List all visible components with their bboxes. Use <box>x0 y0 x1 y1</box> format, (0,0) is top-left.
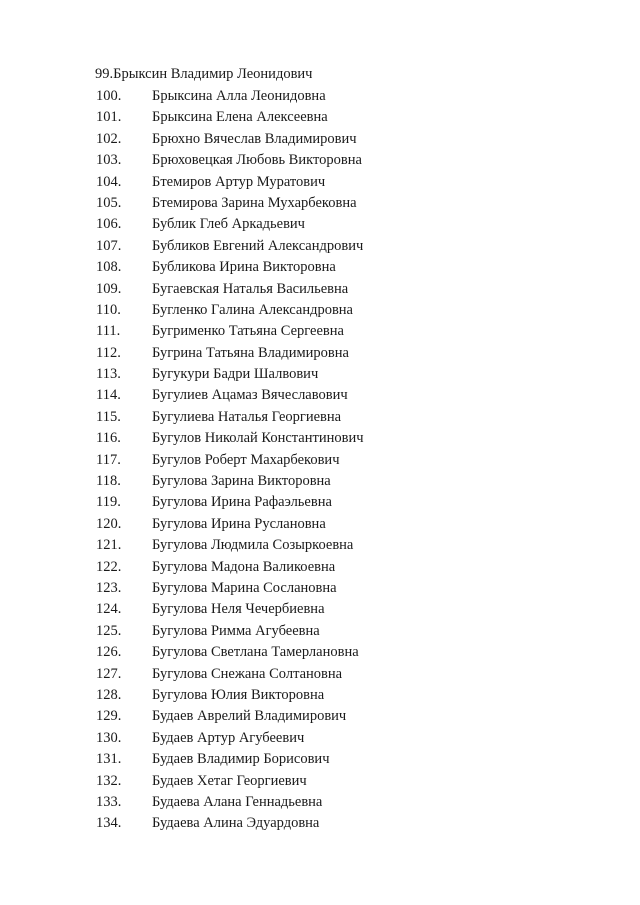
list-item <box>0 792 640 813</box>
list-item-name: Брюховецкая Любовь Викторовна <box>152 152 362 169</box>
list-item-number: 126. <box>96 644 122 661</box>
list-item-number: 117. <box>96 451 121 468</box>
list-item-number: 100. <box>96 88 122 104</box>
list-item-number: 102. <box>96 130 122 147</box>
list-item-name: Бубликова Ирина Викторовна <box>152 259 336 276</box>
list-item <box>0 107 640 128</box>
list-item-name: Бугрина Татьяна Владимировна <box>152 344 349 361</box>
list-item-number: 105. <box>96 194 122 211</box>
list-item <box>0 321 640 342</box>
list-item-number: 107. <box>96 237 122 254</box>
list-item <box>0 428 640 449</box>
list-item-number: 125. <box>96 622 122 639</box>
list-item-number: 112. <box>96 344 121 361</box>
list-item <box>0 664 640 685</box>
list-item-name: Бугулова Ирина Руслановна <box>152 515 326 532</box>
list-item <box>0 150 640 171</box>
list-item <box>0 129 640 150</box>
list-item-name: Брюхно Вячеслав Владимирович <box>152 130 357 147</box>
list-item-number: 129. <box>96 708 122 725</box>
list-item-name: Бугулова Марина Сослановна <box>152 579 337 596</box>
list-item-number: 108. <box>96 259 122 276</box>
list-item-name: Бугулова Мадона Валикоевна <box>152 558 336 575</box>
list-item-number: 123. <box>96 579 122 596</box>
list-item <box>0 214 640 235</box>
list-item <box>0 557 640 578</box>
list-item-number: 113. <box>96 366 121 383</box>
list-item <box>0 492 640 513</box>
list-item <box>0 771 640 792</box>
list-item-name: Бугулиева Наталья Георгиевна <box>152 408 342 425</box>
list-item <box>0 172 640 193</box>
list-item <box>0 471 640 492</box>
list-item-number: 115. <box>96 408 121 425</box>
list-item-name: Бугулова Снежана Солтановна <box>152 665 343 682</box>
list-item-number: 133. <box>96 793 122 810</box>
list-item-name: Бугулова Юлия Викторовна <box>152 686 325 703</box>
list-item-number: 118. <box>96 473 121 490</box>
list-item-name: Бугулова Светлана Тамерлановна <box>152 644 359 661</box>
list-item <box>0 642 640 663</box>
list-item-first: 99.Брыксин Владимир Леонидович <box>95 66 313 82</box>
list-item-name: Бтемирова Зарина Мухарбековна <box>152 194 357 211</box>
list-item-name: Бублик Глеб Аркадьевич <box>152 216 305 233</box>
list-item <box>0 749 640 770</box>
list-item <box>0 685 640 706</box>
list-item <box>0 450 640 471</box>
list-item-number: 103. <box>96 152 122 169</box>
list-item-number: 131. <box>96 751 122 768</box>
list-item-name: Бтемиров Артур Муратович <box>152 173 326 190</box>
list-item-name: Бугукури Бадри Шалвович <box>152 366 319 383</box>
list-item <box>0 257 640 278</box>
list-item-number: 110. <box>96 301 121 318</box>
list-item-number: 101. <box>96 109 122 126</box>
list-item-name: Брыксина Елена Алексеевна <box>152 109 328 126</box>
list-item-number: 114. <box>96 387 121 404</box>
list-item-number: 132. <box>96 772 122 789</box>
list-item-number: 134. <box>96 815 122 832</box>
list-item-name: Бугулова Людмила Созыркоевна <box>152 537 354 554</box>
list-item-name: Бугулова Зарина Викторовна <box>152 473 331 490</box>
list-item-number: 111. <box>96 323 121 340</box>
list-item-name: Бугулова Римма Агубеевна <box>152 622 320 639</box>
list-item-name: Будаев Аврелий Владимирович <box>152 708 347 725</box>
list-item <box>0 407 640 428</box>
list-item-number: 122. <box>96 558 122 575</box>
list-item <box>0 813 640 834</box>
list-item <box>0 514 640 535</box>
list-item-name: Будаева Алана Геннадьевна <box>152 793 323 810</box>
list-item-name: Будаева Алина Эдуардовна <box>152 815 320 832</box>
list-item <box>0 706 640 727</box>
list-item-number: 109. <box>96 280 122 297</box>
list-item-number: 130. <box>96 729 122 746</box>
list-item-name: Бугулов Роберт Махарбекович <box>152 451 340 468</box>
list-item-number: 116. <box>96 430 121 447</box>
list-item-name: Бугаевская Наталья Васильевна <box>152 280 349 297</box>
list-item-number: 119. <box>96 494 121 511</box>
list-item <box>0 621 640 642</box>
list-item-name: Бугрименко Татьяна Сергеевна <box>152 323 344 340</box>
list-item <box>0 236 640 257</box>
list-item <box>0 535 640 556</box>
list-item-name: Бугулова Неля Чечербиевна <box>152 601 325 618</box>
list-item <box>0 728 640 749</box>
list-item-name: Будаев Хетаг Георгиевич <box>152 772 307 789</box>
list-item-name: Брыксина Алла Леонидовна <box>152 88 326 104</box>
list-item <box>0 343 640 364</box>
list-item <box>0 599 640 620</box>
list-item <box>0 300 640 321</box>
list-item <box>0 578 640 599</box>
list-item-name: Бубликов Евгений Александрович <box>152 237 364 254</box>
list-item <box>0 385 640 406</box>
list-item-number: 121. <box>96 537 122 554</box>
list-item-name: Будаев Владимир Борисович <box>152 751 330 768</box>
list-item-name: Бугленко Галина Александровна <box>152 301 353 318</box>
list-item-number: 124. <box>96 601 122 618</box>
list-item-number: 127. <box>96 665 122 682</box>
list-item <box>0 364 640 385</box>
list-item <box>0 193 640 214</box>
list-item-number: 104. <box>96 173 122 190</box>
list-item-name: Бугулиев Ацамаз Вячеславович <box>152 387 348 404</box>
list-item <box>0 279 640 300</box>
list-item <box>0 86 640 107</box>
list-item-number: 120. <box>96 515 122 532</box>
list-item-number: 106. <box>96 216 122 233</box>
list-item-name: Будаев Артур Агубеевич <box>152 729 305 746</box>
list-item-number: 128. <box>96 686 122 703</box>
list-item-name: Бугулова Ирина Рафаэльевна <box>152 494 332 511</box>
name-list <box>0 86 640 835</box>
list-item-name: Бугулов Николай Константинович <box>152 430 364 447</box>
